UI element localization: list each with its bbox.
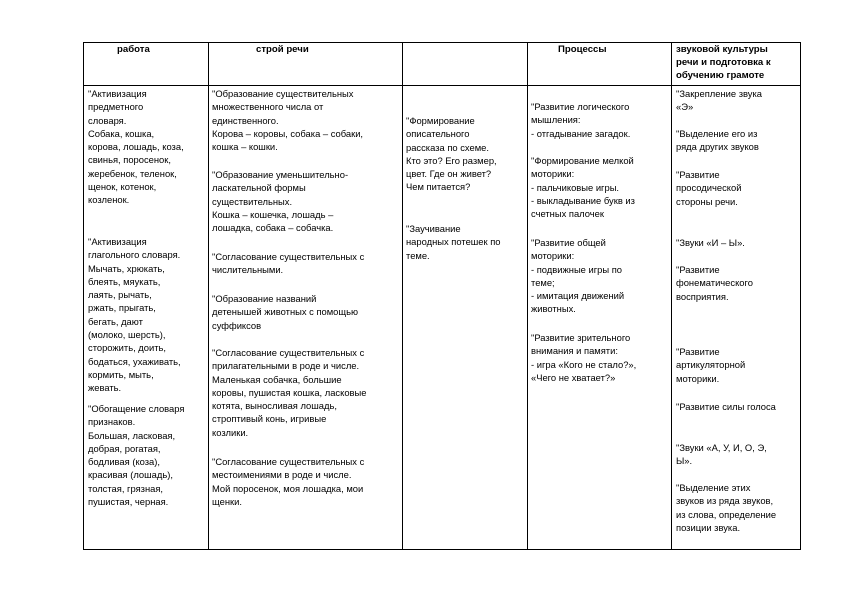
- table-bottom-border: [83, 549, 801, 550]
- col2-pronoun-agreement: "Согласование существительных с местоимениями в роде и числе. Мой поросенок, моя лошадка, мои щенки.: [212, 456, 365, 507]
- col4-gross-motor: "Развитие общей моторики: - подвижные игры по теме; - имитация движений животных.: [531, 237, 625, 315]
- col3-descriptive-story: "Формирование описательного рассказа по схеме. Кто это? Его размер, цвет. Где он живет? Чем питается?: [406, 115, 497, 193]
- header-cell-processes: Процессы: [558, 44, 607, 55]
- col5-voice-strength: "Развитие силы голоса: [676, 401, 776, 412]
- col2-offspring-names: "Образование названий детенышей животных с помощью суффиксов: [212, 293, 359, 331]
- col4-logical-thinking: "Развитие логического мышления: - отгадывание загадок.: [531, 101, 631, 139]
- table-top-border: [83, 42, 801, 43]
- col5-sound-isolation: "Выделение его из ряда других звуков: [676, 128, 759, 153]
- col2-numeral-agreement: "Согласование существительных с числительными.: [212, 251, 365, 276]
- col5-articulatory-motor: "Развитие артикуляторной моторики.: [676, 346, 746, 384]
- col4-visual-attention: "Развитие зрительного внимания и памяти: - игра «Кого не стало?», «Чего не хватает?»: [531, 332, 637, 383]
- header-cell-sound-culture: звуковой культуры речи и подготовка к обучению грамоте: [676, 44, 771, 81]
- col5-sound-e: "Закрепление звука «Э»: [676, 88, 763, 113]
- col4-fine-motor: "Формирование мелкой моторики: - пальчиковые игры. - выкладывание букв из счетных палочек: [531, 155, 635, 220]
- col2-adjective-agreement: "Согласование существительных с прилагательными в роде и числе. Маленькая собачка, большие коровы, пушистая кошка, ласковые котята, выносливая лошадь, строптивый конь, игривые козлики.: [212, 347, 367, 438]
- column-divider-3: [527, 42, 528, 550]
- col1-activation-noun-vocabulary: "Активизация предметного словаря. Собака, кошка, корова, лошадь, коза, свинья, поросенок, жеребенок, теленок, щенок, котенок, козленок.: [88, 88, 184, 206]
- col5-vowel-sounds: "Звуки «А, У, И, О, Э, Ы».: [676, 442, 767, 467]
- table-left-border: [83, 42, 84, 550]
- col5-sound-position: "Выделение этих звуков из ряда звуков, из слова, определение позиции звука.: [676, 482, 777, 533]
- col1-activation-verb-vocabulary: "Активизация глагольного словаря. Мычать, хрюкать, блеять, мяукать, лаять, рычать, ржать, прыгать, бегать, дают (молоко, шерсть), сторожить, доить, бодаться, ухаживать, кормить, мыть, жевать.: [88, 236, 181, 394]
- col2-diminutive-formation: "Образование уменьшительно- ласкательной формы существительных. Кошка – кошечка, лошадь – лошадка, собака – собачка.: [212, 169, 349, 234]
- header-cell-work: работа: [117, 44, 150, 55]
- column-divider-2: [402, 42, 403, 550]
- col3-folk-rhymes: "Заучивание народных потешек по теме.: [406, 223, 501, 261]
- column-divider-4: [671, 42, 672, 550]
- col5-sounds-i-y: "Звуки «И – Ы».: [676, 237, 745, 248]
- column-divider-1: [208, 42, 209, 550]
- col5-phonemic-perception: "Развитие фонематического восприятия.: [676, 264, 753, 302]
- header-cell-speech-structure: строй речи: [256, 44, 309, 55]
- header-row-divider: [83, 85, 801, 86]
- col5-prosody: "Развитие просодической стороны речи.: [676, 169, 742, 207]
- col2-plural-formation: "Образование существительных множественного числа от единственного. Корова – коровы, собака – собаки, кошка – кошки.: [212, 88, 364, 153]
- col1-adjective-vocabulary: "Обогащение словаря признаков. Большая, ласковая, добрая, рогатая, бодливая (коза), красивая (лошадь), толстая, грязная, пушистая, черная.: [88, 403, 185, 508]
- table-right-border: [800, 42, 801, 550]
